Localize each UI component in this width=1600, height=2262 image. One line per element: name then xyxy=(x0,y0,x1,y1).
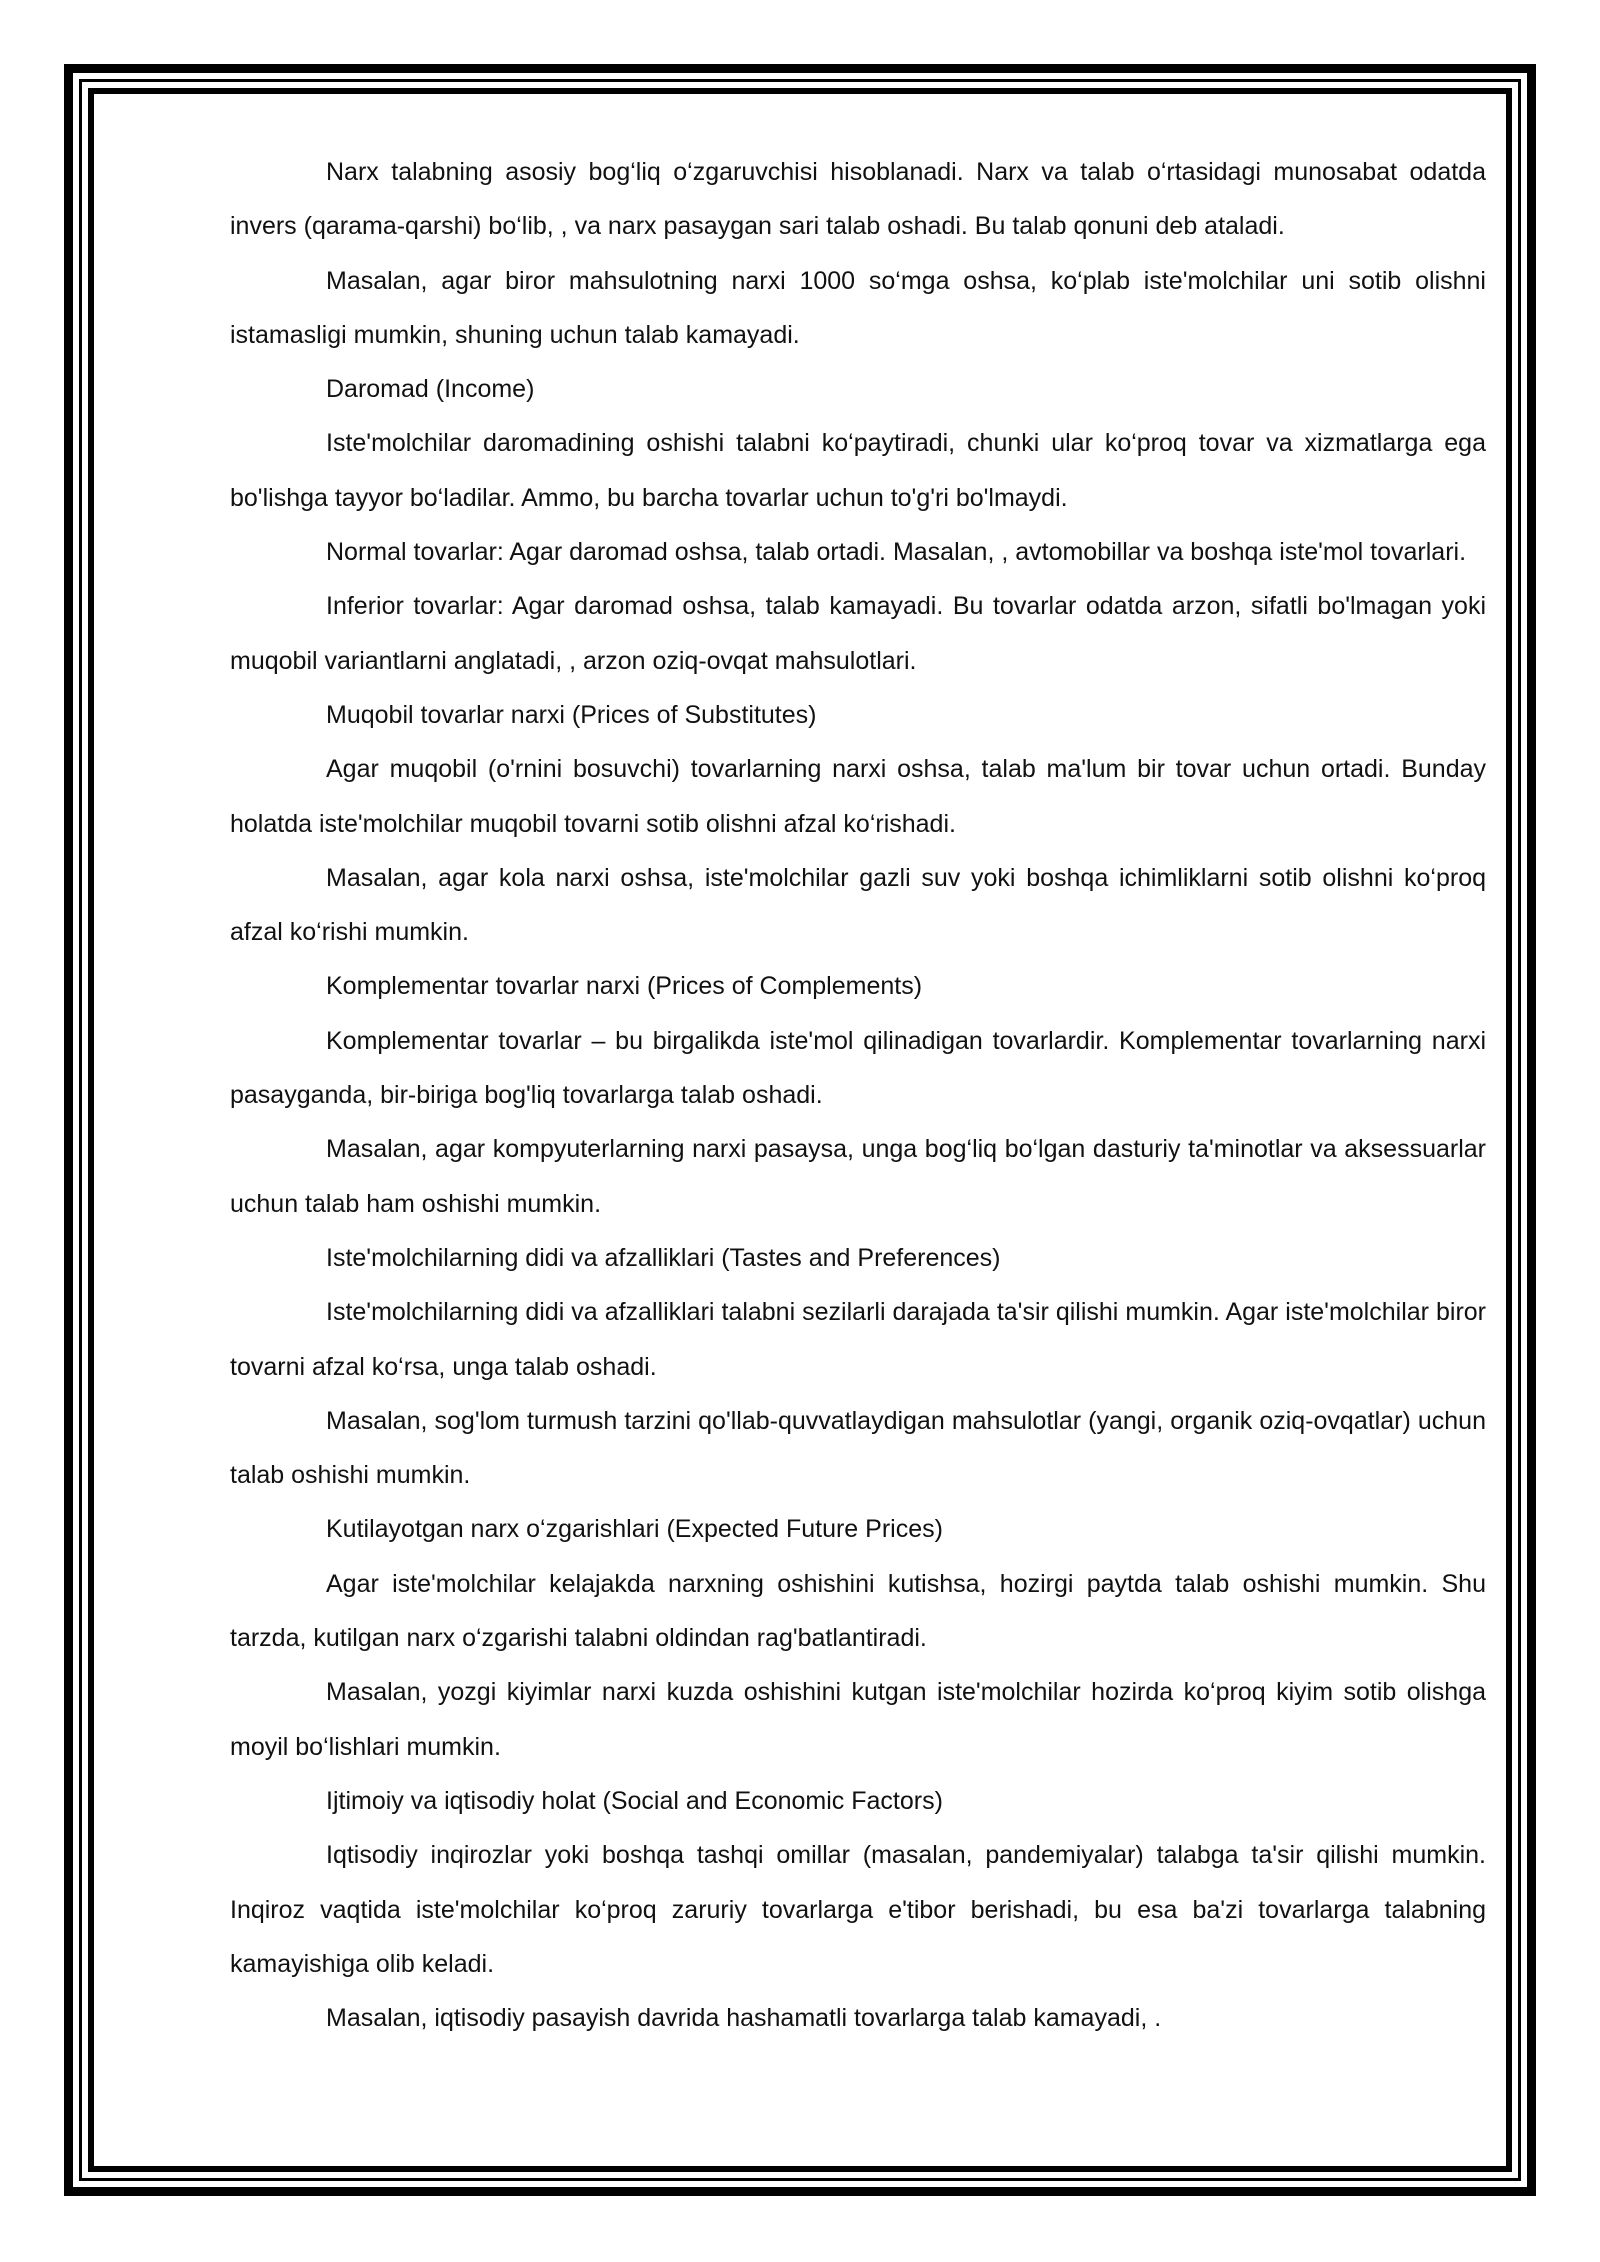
paragraph: Inferior tovarlar: Agar daromad oshsa, talab kamayadi. Bu tovarlar odatda arzon, sifatli bo'lmagan yoki muqobil variantlarni anglatadi, , arzon oziq-ovqat mahsulotlari. xyxy=(230,592,1486,675)
paragraph: Masalan, agar biror mahsulotning narxi 1000 so‘mga oshsa, ko‘plab iste'molchilar uni sotib olishni istamasligi mumkin, shuning uchun talab kamayadi. xyxy=(230,266,1486,349)
paragraph: Masalan, sog'lom turmush tarzini qo'llab-quvvatlaydigan mahsulotlar (yangi, organik oziq-ovqatlar) uchun talab oshishi mumkin. xyxy=(230,1406,1486,1490)
section-heading: Ijtimoiy va iqtisodiy holat (Social and Economic Factors) xyxy=(326,1786,943,1815)
paragraph: Normal tovarlar: Agar daromad oshsa, talab ortadi. Masalan, , avtomobillar va boshqa iste'mol tovarlari. xyxy=(326,538,1467,567)
section-heading: Iste'molchilarning didi va afzalliklari (Tastes and Preferences) xyxy=(326,1243,1001,1272)
document-body xyxy=(230,145,1486,2045)
section-heading: Kutilayotgan narx o‘zgarishlari (Expected Future Prices) xyxy=(326,1515,943,1544)
section-heading: Komplementar tovarlar narxi (Prices of Complements) xyxy=(326,972,923,1001)
paragraph: Iste'molchilarning didi va afzalliklari talabni sezilarli darajada ta'sir qilishi mumkin. Agar iste'molchilar biror tovarni afzal ko‘rsa, unga talab oshadi. xyxy=(230,1298,1486,1381)
paragraph: Iste'molchilar daromadining oshishi talabni ko‘paytiradi, chunki ular ko‘proq tovar va xizmatlarga ega bo'lishga tayyor bo‘ladilar. Ammo, bu barcha tovarlar uchun to'g'ri bo'lmaydi. xyxy=(230,429,1486,512)
paragraph: Masalan, yozgi kiyimlar narxi kuzda oshishini kutgan iste'molchilar hozirda ko‘proq kiyim sotib olishga moyil bo‘lishlari mumkin. xyxy=(230,1678,1486,1761)
paragraph: Narx talabning asosiy bog‘liq o‘zgaruvchisi hisoblanadi. Narx va talab o‘rtasidagi munosabat odatda invers (qarama-qarshi) bo‘lib, , va narx pasaygan sari talab oshadi. Bu talab qonuni deb ataladi. xyxy=(230,158,1486,241)
paragraph: Masalan, agar kompyuterlarning narxi pasaysa, unga bog‘liq bo‘lgan dasturiy ta'minotlar va aksessuarlar uchun talab ham oshishi mumkin. xyxy=(230,1135,1486,1218)
section-heading: Muqobil tovarlar narxi (Prices of Substitutes) xyxy=(326,700,817,729)
paragraph: Masalan, iqtisodiy pasayish davrida hashamatli tovarlarga talab kamayadi, . xyxy=(326,2004,1162,2033)
section-heading: Daromad (Income) xyxy=(326,375,535,404)
paragraph: Agar iste'molchilar kelajakda narxning oshishini kutishsa, hozirgi paytda talab oshishi mumkin. Shu tarzda, kutilgan narx o‘zgarishi talabni oldindan rag'batlantiradi. xyxy=(230,1569,1486,1653)
paragraph: Komplementar tovarlar – bu birgalikda iste'mol qilinadigan tovarlardir. Komplementar tovarlarning narxi pasayganda, bir-biriga bog'liq tovarlarga talab oshadi. xyxy=(230,1026,1486,1110)
paragraph: Masalan, agar kola narxi oshsa, iste'molchilar gazli suv yoki boshqa ichimliklarni sotib olishni ko‘proq afzal ko‘rishi mumkin. xyxy=(230,863,1486,947)
paragraph: Agar muqobil (o'rnini bosuvchi) tovarlarning narxi oshsa, talab ma'lum bir tovar uchun ortadi. Bunday holatda iste'molchilar muqobil tovarni sotib olishni afzal ko‘rishadi. xyxy=(230,755,1486,838)
paragraph: Iqtisodiy inqirozlar yoki boshqa tashqi omillar (masalan, pandemiyalar) talabga ta'sir qilishi mumkin. Inqiroz vaqtida iste'molchilar ko‘proq zaruriy tovarlarga e'tibor berishadi, bu esa ba'zi tovarlarga talabning kamayishiga olib keladi. xyxy=(230,1841,1486,1978)
